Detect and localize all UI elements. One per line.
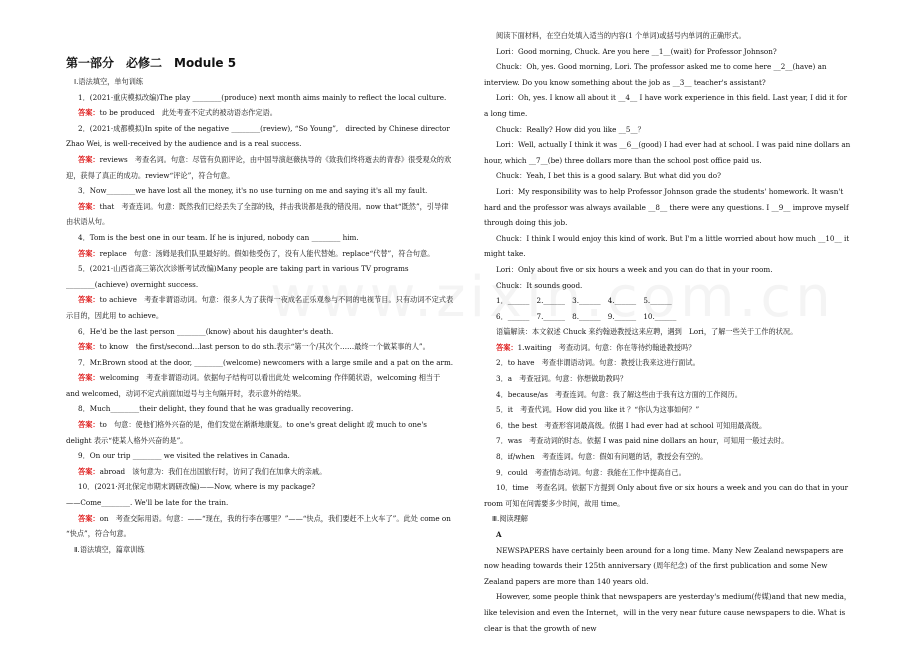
page-title: 第一部分 必修二 Module 5 (66, 56, 237, 70)
answer (484, 340, 852, 356)
section-heading: Ⅰ.语法填空，单句训练 (74, 77, 144, 86)
dialogue-line: Lori：Oh, yes. I know all about it __4__ I have work experience in this field. Last year, I did it for a long time. (484, 93, 848, 118)
dialogue-line: Lori：My responsibility was to help Professor Johnson grade the students' homework. It wasn't hard and the professor was always available __8__ there were any questions. I __9__ improve myself through doing this job. (484, 186, 849, 228)
part-label: A (496, 530, 502, 539)
answer (66, 370, 454, 401)
answer-text: to know the first/second...last person to do sth.表示“第一个/其次个……最终一个做某事的人”。 (99, 342, 430, 352)
answer-item: 5．it 考查代词。How did you like it ？“你认为这事如何？” (496, 405, 700, 415)
answer-label: 答案： (78, 201, 100, 211)
answer (66, 292, 454, 323)
answer-text: 1.waiting 考查动词。句意：你在等待约翰逊教授吗？ (517, 342, 696, 352)
answer-item: 8．if/when 考查连词。句意：假如有问题的话，教授会有空的。 (496, 452, 708, 462)
answer-item: 10．time 考查名词。依据下方提到 Only about five or six hours a week and you can do that in your room 可知在问需要多少时间，故用 time。 (484, 483, 849, 508)
answer-text: on 考查交际用语。句意：——“现在，我的行李在哪里？”——“快点，我们要赶不上火车了”。此处 come on “快点”，符合句意。 (66, 513, 451, 539)
question: 2．(2021·成都模拟)In spite of the negative ________(review), “So Young”, directed by Chinese director Zhao Wei, is well-received by the audience and is a real success. (66, 123, 450, 149)
question: 3．Now________we have lost all the money, it's no use turning on me and saying it's all my fault. (78, 186, 428, 196)
dialogue-line: Chuck：Yeah, I bet this is a good salary. But what did you do? (496, 171, 721, 181)
answer-label: 答案： (78, 420, 100, 430)
instructions: 阅读下面材料，在空白处填入适当的内容(1 个单词)或括号内单词的正确形式。 (496, 31, 746, 40)
left-column (66, 54, 454, 557)
answer-label: 答案： (78, 108, 100, 118)
answer-text: to be produced 此处考查不定式的被动语态作定语。 (99, 108, 277, 118)
dialogue-line: Chuck：Really? How did you like __5__？ (496, 124, 645, 134)
answer (66, 152, 454, 183)
answer-text: replace 句意：汤姆是我们队里最好的。假如他受伤了，没有人能代替她。replace“代替”，符合句意。 (99, 248, 435, 258)
passage-paragraph: However, some people think that newspapers are yesterday's medium(传媒)and that new media，like television and even the Internet，will in the very near future cause newspapers to die. What is clear is that the growth of new (484, 592, 852, 633)
answer-label: 答案： (78, 154, 100, 164)
dialogue-line: Lori：Only about five or six hours a week and you can do that in your room. (496, 264, 773, 274)
question: 9．On our trip ________ we visited the relatives in Canada. (78, 451, 290, 461)
question: 4．Tom is the best one in our team. If he is injured, nobody can ________ him. (78, 232, 359, 242)
answer-label: 答案： (78, 295, 100, 305)
answer-blanks: 6．______ 7.______ 8.______ 9.______ 10.______ (496, 311, 677, 321)
answer (66, 511, 454, 542)
answer-item: 2．to have 考查非谓语动词。句意：教授让我来这进行面试。 (496, 358, 700, 368)
answer-item: 4．because/as 考查连词。句意：我了解这些由于我有这方面的工作阅历。 (496, 389, 742, 399)
dialogue-line: Chuck：It sounds good. (496, 280, 583, 290)
answer-item: 3．a 考查冠词。句意：你想做助教吗？ (496, 374, 628, 384)
question-line: ——Come________. We'll be late for the train. (66, 498, 229, 508)
answer-label: 答案： (496, 342, 518, 352)
answer-blanks: 1．______ 2.______ 3.______ 4.______ 5.______ (496, 296, 672, 306)
answer (66, 105, 454, 121)
answer-text: to achieve 考查非谓语动词。句意：很多人为了获得一夜成名正乐观参与不同的电视节目。只有动词不定式表示目的，因此用 to achieve。 (66, 295, 454, 320)
question: 8．Much________their delight, they found that he was gradually recovering. (78, 404, 354, 414)
question: 5．(2021·山西省高三第次次诊断考试改编)Many people are taking part in various TV programs ________(achieve) overnight success. (66, 264, 409, 289)
answer (66, 246, 454, 262)
question: 7．Mr.Brown stood at the door, ________(welcome) newcomers with a large smile and a pat on the arm. (78, 357, 454, 367)
answer-label: 答案： (78, 248, 100, 258)
question: 1．(2021·重庆模拟改编)The play ________(produce) next month aims mainly to reflect the local culture. (78, 92, 447, 102)
dialogue-line: Chuck：I think I would enjoy this kind of work. But I'm a little worried about how much __10__ it might take. (484, 233, 850, 259)
right-column (484, 28, 852, 636)
section-heading: Ⅲ.阅读理解 (492, 514, 528, 524)
answer-label: 答案： (78, 466, 100, 476)
question: 10．(2021·河北保定市期末调研改编)——Now, where is my package? (78, 482, 316, 492)
answer (66, 464, 454, 480)
answer-text: to 句意：使他们格外兴奋的是，他们发觉在渐渐地康复。to one's great delight 或 much to one's delight 表示“使某人格外兴奋的是”。 (66, 420, 427, 445)
answer-item: 6．the best 考查形容词最高级。依据 I had ever had at school 可知用最高级。 (496, 420, 767, 430)
passage-analysis: 语篇解读：本文叙述 Chuck 来约翰逊教授这来应聘，遇到 Lori，了解一些关于工作的状况。 (496, 327, 798, 337)
answer-text: reviews 考查名词。句意：尽管有负面评论，由中国导演赵薇执导的《致我们终将逝去的青春》很受观众的欢迎，获得了真正的成功。review“评论”，符合句意。 (66, 154, 452, 180)
answer-text: abroad 该句意为：我们在出国旅行时，访问了我们在加拿大的亲戚。 (99, 466, 327, 476)
answer (66, 417, 454, 448)
answer (66, 339, 454, 355)
answer-item: 9．could 考查情态动词。句意：我能在工作中提高自己。 (496, 467, 686, 477)
answer-label: 答案： (78, 513, 100, 523)
section-heading: Ⅱ.语法填空，篇章训练 (74, 544, 145, 554)
passage-paragraph: NEWSPAPERS have certainly been around for a long time. Many New Zealand newspapers are now heading towards their 125th anniversary (周年纪念) of the first publication and some New Zealand papers are more than 140 years old. (484, 545, 844, 586)
question: 6．He'd be the last person ________(know) about his daughter's death. (78, 326, 334, 336)
answer-label: 答案： (78, 373, 100, 383)
dialogue-line: Lori：Well, actually I think it was __6__(good) I had ever had at school. I was paid nine dollars an hour, which __7__(be) three dollars more than the school post office paid us. (484, 140, 851, 165)
dialogue-line: Chuck：Oh, yes. Good morning, Lori. The professor asked me to come here __2__(have) an interview. Do you know something about the job as __3__ teacher's assistant? (484, 62, 827, 87)
answer-text: that 考查连词。句意：既然我们已经丢失了全部的钱，拌击我说都是我的错没用。now that“既然”，引导律由状语从句。 (66, 201, 449, 227)
answer-label: 答案： (78, 342, 100, 352)
dialogue-line: Lori：Good morning, Chuck. Are you here __1__(wait) for Professor Johnson? (496, 46, 777, 56)
answer-text: welcoming 考查非谓语动词。依据句子结构可以看出此处 welcoming 作伴随状语，welcoming 相当于 and welcomed，动词不定式前面加逗号与主句隔开时，表示意外的结果。 (66, 373, 441, 398)
answer (66, 199, 454, 230)
answer-item: 7．was 考查动词的时态。依据 I was paid nine dollars an hour，可知用一般过去时。 (496, 436, 789, 446)
